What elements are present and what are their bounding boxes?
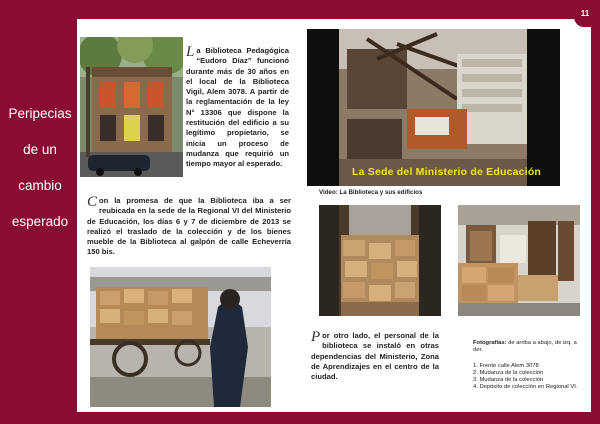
photo-credit-item: 3. Mudanza de la colección xyxy=(473,377,544,384)
photo-credit-item: 2. Mudanza de la colección xyxy=(473,369,544,376)
photo-credits-list xyxy=(473,363,583,392)
photo-credits xyxy=(473,340,583,392)
paragraph-intro xyxy=(186,46,289,170)
video-caption: Video: La Biblioteca y sus edificios xyxy=(319,189,423,196)
photo-mudanza-cajas xyxy=(319,205,441,316)
paragraph-traslado xyxy=(87,196,291,258)
photo-carro-mudanza xyxy=(90,267,271,407)
paragraph-traslado-text: on la promesa de que la Biblioteca iba a ser reubicada en la sede de la Regional VI del Ministerio de Educación, los días 6 y 7 de diciembre de 2013 se realizó el traslado de la colección y de los bienes mueble de la Biblioteca al galpón de calle Echeverría 150 bis. xyxy=(87,196,291,257)
photo-credit-item: 1. Frente calle Alem 3078 xyxy=(473,362,539,369)
video-still-ministerio[interactable] xyxy=(307,29,560,186)
page-number: 11 xyxy=(580,9,590,18)
section-title xyxy=(0,96,80,240)
section-title-line-3: cambio xyxy=(18,178,62,193)
photo-credits-subtitle: de arriba a abajo, de izq. a der. xyxy=(473,340,577,354)
video-overlay-text: La Sede del Ministerio de Educación xyxy=(352,166,542,178)
photo-credit-item: 4. Depósito de colección en Regional VI. xyxy=(473,384,578,391)
section-title-line-4: esperado xyxy=(11,214,69,229)
photo-deposito-regional xyxy=(458,205,580,316)
section-title-line-1: Peripecias xyxy=(8,106,72,121)
dropcap-p: P xyxy=(311,329,321,345)
paragraph-personal xyxy=(311,331,439,382)
dropcap-l: L xyxy=(186,44,195,60)
section-title-line-2: de un xyxy=(23,142,57,157)
photo-building-facade xyxy=(80,37,183,177)
paragraph-intro-text: a Biblioteca Pedagógica “Eudoro Díaz” funcionó durante más de 30 años en el local de la Biblioteca Vigil, Alem 3078. A partir de la reglamentación de la ley N° 13306 que dispone la restitución del edificio a su legítimo propietario, se inicia un proceso de mudanza que requirió un tiempo mayor al esperado. xyxy=(186,46,289,169)
photo-credits-title: Fotografías: xyxy=(473,340,507,346)
top-band xyxy=(0,0,600,12)
dropcap-c: C xyxy=(87,194,98,210)
paragraph-personal-text: or otro lado, el personal de la biblioteca se instaló en otras dependencias del Ministerio, Zona de Aprendizajes en el centro de la ciudad. xyxy=(311,331,439,382)
